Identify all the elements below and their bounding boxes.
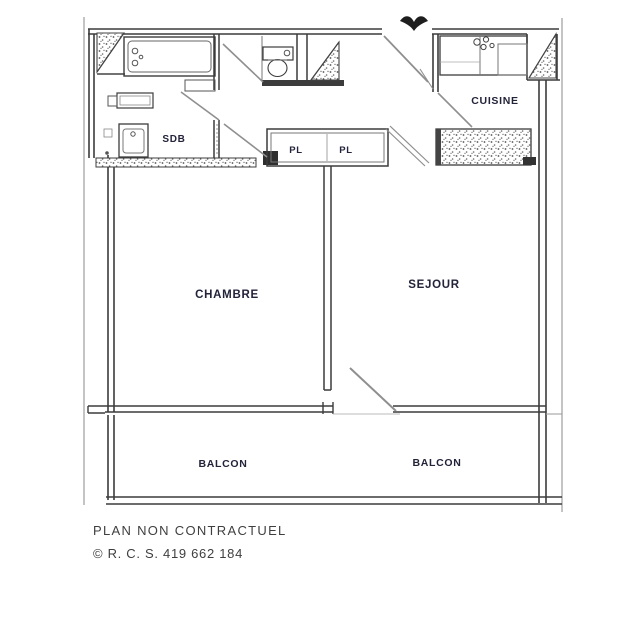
kitchen-worktop	[436, 129, 536, 165]
interior-walls	[214, 34, 331, 390]
duct-shaft-kitchen	[529, 34, 556, 78]
wc-door	[223, 44, 263, 82]
door-swings	[181, 36, 472, 411]
windows-and-rails	[88, 402, 562, 504]
label-sejour: SEJOUR	[408, 279, 460, 291]
duct-shafts	[97, 33, 556, 80]
sdb-door	[181, 92, 219, 120]
rcs-registration: © R. C. S. 419 662 184	[93, 546, 244, 561]
kitchen-counter	[440, 36, 527, 75]
closets-pl	[267, 129, 388, 166]
outer-boundary-lines	[84, 17, 562, 512]
label-balcon-right: BALCON	[412, 457, 462, 469]
label-balcon-left: BALCON	[198, 458, 248, 470]
chambre-door	[224, 124, 267, 157]
sejour-door-leaf	[386, 129, 425, 166]
entrance-arrow-icon	[400, 16, 428, 31]
toilet	[263, 47, 293, 77]
sejour-door	[390, 126, 429, 163]
entrance-door	[384, 36, 428, 82]
radiator	[108, 93, 153, 108]
duct-shaft-sdb	[97, 33, 125, 74]
duct-shaft-wc	[311, 42, 339, 80]
label-pl-left: PL	[289, 145, 303, 156]
plan-disclaimer: PLAN NON CONTRACTUEL	[93, 523, 287, 538]
bath-step	[185, 80, 215, 91]
label-sdb: SDB	[162, 134, 186, 145]
entrance-door-2	[420, 69, 433, 89]
washbasin	[104, 124, 148, 157]
chambre-top-hatched-wall	[96, 158, 256, 167]
label-cuisine: CUISINE	[471, 95, 519, 107]
kitchen-door	[438, 93, 472, 127]
bathtub	[124, 37, 215, 76]
balcony-door	[350, 368, 396, 411]
label-pl-right: PL	[339, 145, 353, 156]
label-chambre: CHAMBRE	[195, 289, 259, 301]
kitchen-sink	[474, 37, 494, 50]
wc-bottom-wall	[262, 80, 344, 86]
